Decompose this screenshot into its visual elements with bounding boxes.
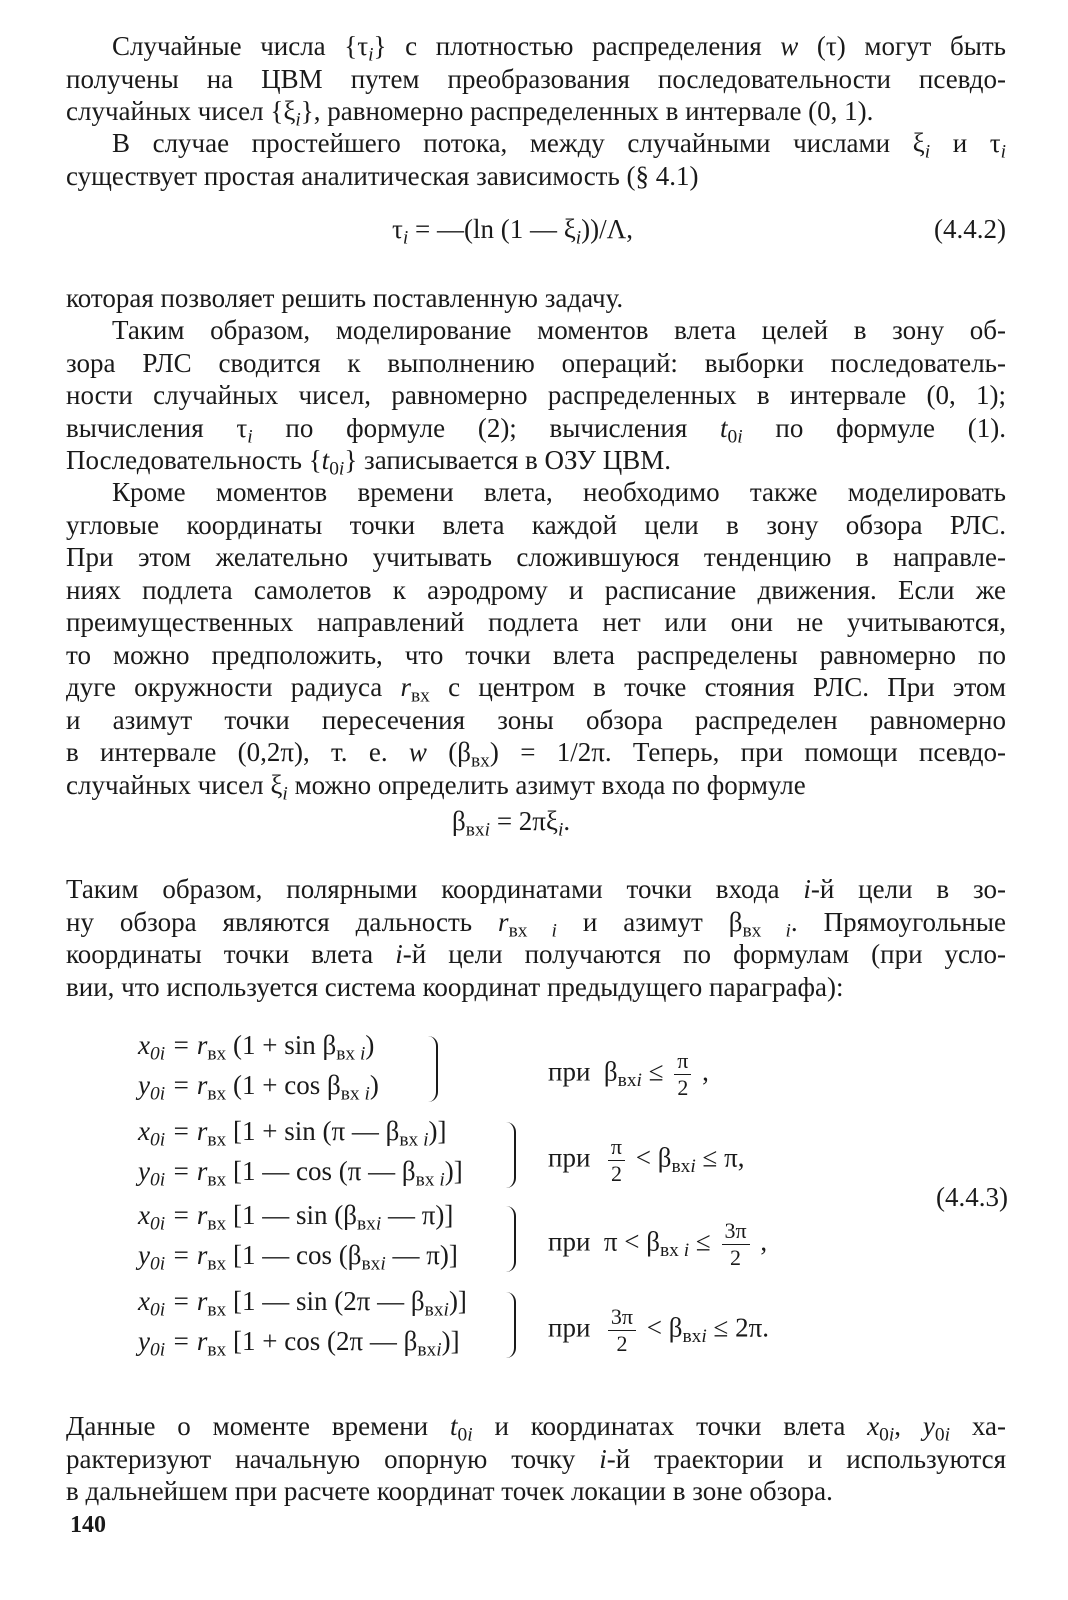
paragraph-1	[66, 30, 1006, 131]
paragraph-6-line-3: координаты точки влета i-й цели получаются по формулам (при усло-	[66, 939, 1006, 969]
paragraph-1-line-1: Случайные числа $\{\tau_i\}$ с плотностью распределения w (τ) могут быть	[112, 31, 1006, 66]
paragraph-5-line-7: дуге окружности радиуса $r_{вх}$ с центром в точке стояния РЛС. При этом	[66, 672, 1006, 707]
system-row-4: $y_{0i} = r_{вх}$ [1 — cos (π — $\beta_{вх i}$)]	[138, 1156, 463, 1191]
paragraph-4-line-5: Последовательность $\{t_{0i}\}$ записывается в ОЗУ ЦВМ.	[66, 445, 671, 480]
equation-system-4-4-3	[138, 1020, 1008, 1380]
paragraph-5-line-8: и азимут точки пересечения зоны обзора распределен равномерно	[66, 704, 1006, 735]
paragraph-3	[66, 282, 1006, 315]
paragraph-5-line-1: Кроме моментов времени влета, необходимо также моделировать	[112, 477, 1006, 507]
paragraph-6-line-1: Таким образом, полярными координатами точки входа i-й цели в зо-	[66, 874, 1007, 904]
system-row-5: $x_{0i} = r_{вх}$ [1 — $\sin (\beta_{вхi}$ — π)]	[138, 1200, 454, 1235]
equation-beta: $\beta_{вхi} = 2\pi\xi_i$.	[452, 806, 571, 841]
brace-3	[504, 1206, 516, 1272]
condition-1: при $\beta_{вхi}$ ≤ $\frac{\pi}{2}$ ,	[548, 1048, 709, 1100]
paragraph-4-line-3: ности случайных чисел, равномерно распределенных в интервале (0, 1);	[66, 380, 1006, 410]
system-row-6: $y_{0i} = r_{вх}$ [1 — $\cos (\beta_{вхi}$ — π)]	[138, 1240, 458, 1275]
paragraph-4-line-2: зора РЛС сводится к выполнению операций: выборки последователь-	[66, 347, 1006, 378]
paragraph-4	[66, 314, 1006, 480]
paragraph-7-line-1: Данные о моменте времени $t_{0i}$ и координатах точки влета $x_{0i}$, $y_{0i}$ ха-	[66, 1411, 1007, 1446]
condition-2: при $\frac{\pi}{2}$ < $\beta_{вхi} \le \pi$,	[548, 1134, 745, 1186]
paragraph-7-line-3: в дальнейшем при расчете координат точек локации в зоне обзора.	[66, 1476, 833, 1506]
paragraph-7	[66, 1410, 1006, 1508]
paragraph-6	[66, 873, 1006, 1003]
paragraph-3-line-1: которая позволяет решить поставленную задачу.	[66, 283, 624, 313]
paragraph-5-line-5: преимущественных направлений подлета нет или они не учитываются,	[66, 607, 1006, 637]
equation-4-4-3-number: (4.4.3)	[936, 1182, 1008, 1212]
brace-1	[426, 1036, 438, 1102]
paragraph-5-line-2: угловые координаты точки влета каждой цели в зону обзора РЛС.	[66, 509, 1006, 540]
paragraph-4-line-4: вычисления $\tau_i$ по формуле (2); вычисления $t_{0i}$ по формуле (1).	[66, 412, 1006, 447]
paragraph-4-line-1: Таким образом, моделирование моментов влета целей в зону об-	[112, 315, 1006, 345]
paragraph-6-line-4: вии, что используется система координат предыдущего параграфа):	[66, 971, 844, 1002]
system-row-7: $x_{0i} = r_{вх}$ [1 — sin (2π — $\beta_{вхi}$)]	[138, 1286, 467, 1321]
paragraph-2	[66, 127, 1006, 192]
paragraph-1-line-3: случайных чисел $\{\xi_i\}$, равномерно распределенных в интервале (0, 1).	[66, 96, 874, 131]
condition-4: при $\frac{3\pi}{2}$ < $\beta_{вхi} \le 2\pi$.	[548, 1304, 769, 1356]
brace-2	[504, 1122, 516, 1188]
paragraph-2-line-2: существует простая аналитическая зависимость (§ 4.1)	[66, 160, 699, 191]
equation-4-4-2: $\tau_i$ = —(ln (1 — $\xi_i))/\Lambda$,	[392, 214, 633, 249]
paragraph-7-line-2: рактеризуют начальную опорную точку i-й траектории и используются	[66, 1443, 1006, 1474]
brace-4	[504, 1292, 516, 1358]
paragraph-5-line-3: При этом желательно учитывать сложившуюся тенденцию в направле-	[66, 542, 1006, 572]
equation-4-4-2-number: (4.4.2)	[934, 214, 1006, 244]
condition-3: при $\pi < \beta_{вх i}$ ≤ $\frac{3\pi}{2}$ ,	[548, 1218, 768, 1270]
system-row-3: $x_{0i} = r_{вх}$ [1 + sin (π — $\beta_{вх i}$)]	[138, 1116, 447, 1151]
paragraph-5-line-4: ниях подлета самолетов к аэродрому и расписание движения. Если же	[66, 574, 1006, 605]
paragraph-1-line-2: получены на ЦВМ путем преобразования последовательности псевдо-	[66, 63, 1006, 94]
system-row-2: $y_{0i} = r_{вх}$ $(1 + \cos \beta_{вх i})$	[138, 1070, 379, 1105]
paragraph-5-line-10: случайных чисел $\xi_i$ можно определить азимут входа по формуле	[66, 769, 806, 804]
paragraph-5	[66, 476, 1006, 804]
page-number: 140	[70, 1512, 106, 1538]
system-row-1: $x_{0i} = r_{вх}$ $(1 + \sin \beta_{вх i})$	[138, 1030, 375, 1065]
paragraph-2-line-1: В случае простейшего потока, между случайными числами $\xi_i$ и $\tau_i$	[112, 128, 1006, 163]
system-row-8: $y_{0i} = r_{вх}$ [1 + cos (2π — $\beta_{вхi}$)]	[138, 1326, 460, 1361]
paragraph-6-line-2: ну обзора являются дальность $r_{вх i}$ и азимут $\beta_{вх i}$. Прямоугольные	[66, 906, 1006, 941]
paragraph-5-line-6: то можно предположить, что точки влета распределены равномерно по	[66, 639, 1006, 670]
paragraph-5-line-9: в интервале (0,2π), т. е. w $(\beta_{вх}) = 1/2\pi$. Теперь, при помощи псевдо-	[66, 737, 1006, 772]
